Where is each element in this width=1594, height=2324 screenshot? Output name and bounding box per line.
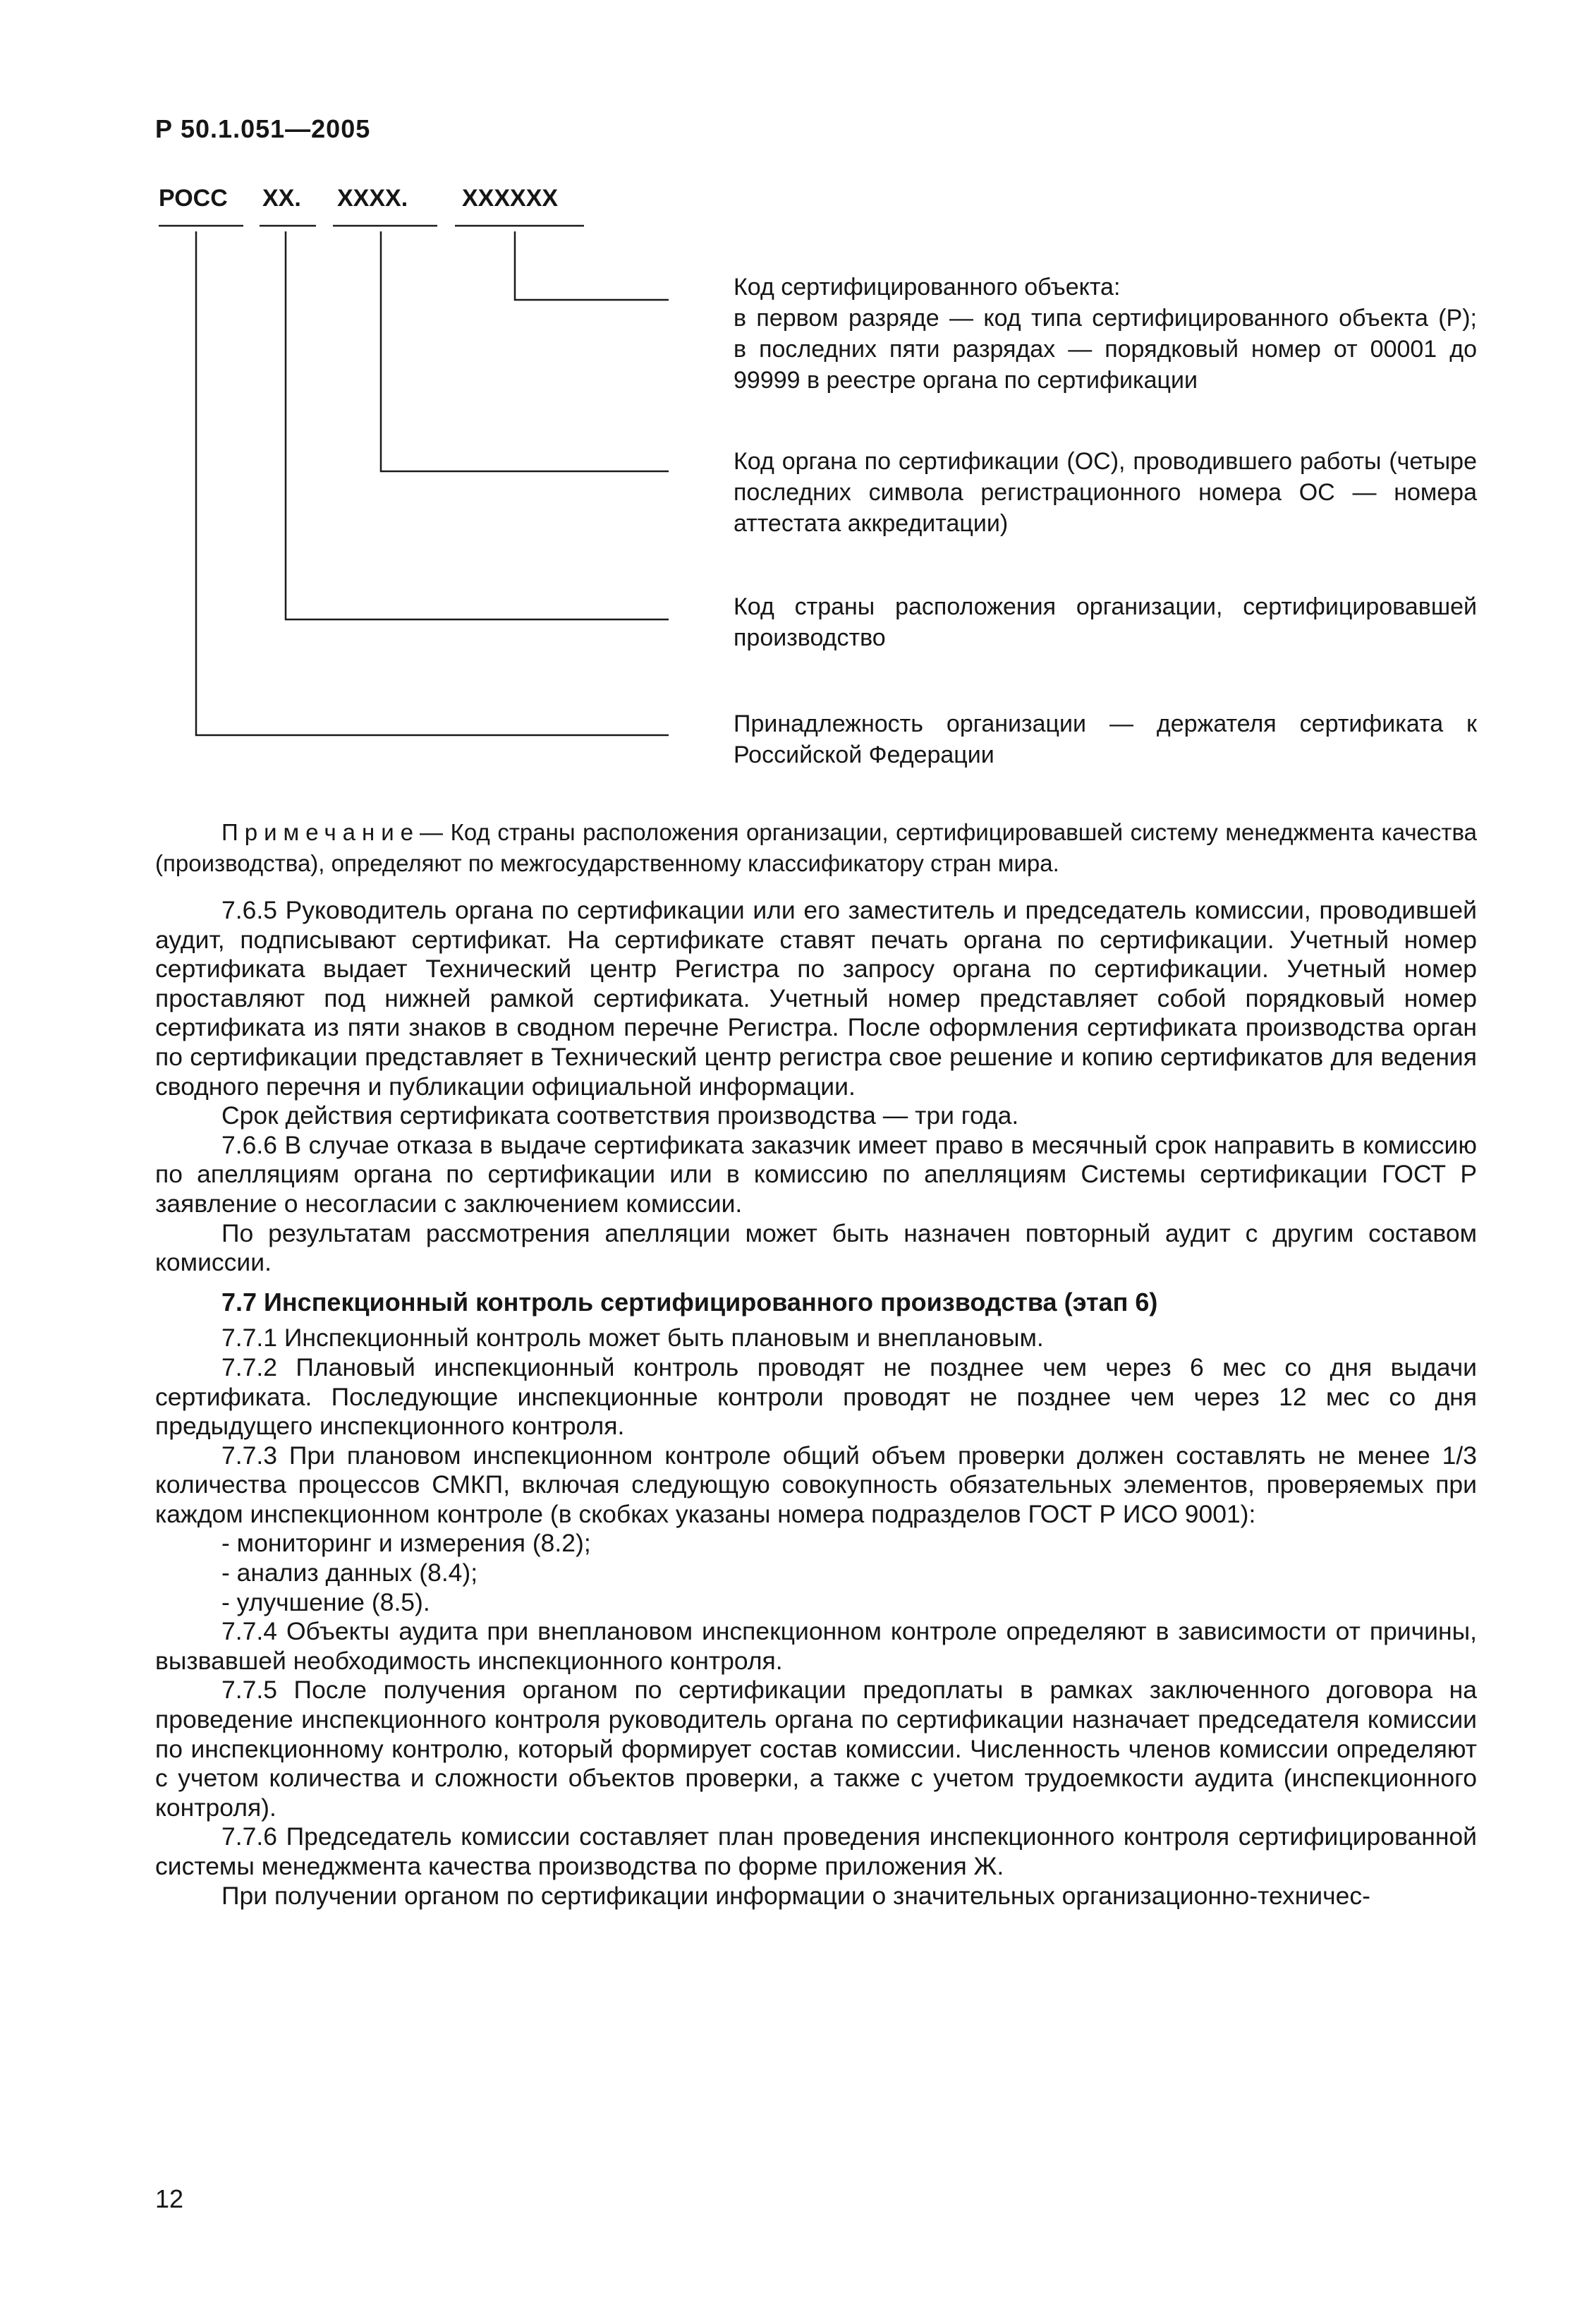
description-line: Российской Федерации bbox=[734, 742, 994, 768]
clause-7-7-5: 7.7.5 После получения органом по сертификации предоплаты в рамках заключенного договора на проведение инспекционного контроля руководитель органа по сертификации назначает председателя комиссии по инспекционному контролю, который формирует состав комиссии. Численность членов комиссии определяют с учетом количества и сложности объектов проверки, а также с учетом трудоемкости аудита (инспекционного контроля). bbox=[155, 1676, 1477, 1822]
description-body-code bbox=[734, 446, 1477, 539]
clause-7-7-3: 7.7.3 При плановом инспекционном контроле общий объем проверки должен составлять не менее 1/3 количества процессов СМКП, включая следующую совокупность обязательных элементов, проверяемых при каждом инспекционном контроле (в скобках указаны номера подразделов ГОСТ Р ИСО 9001): bbox=[155, 1441, 1477, 1528]
appeal-result: По результатам рассмотрения апелляции может быть назначен повторный аудит с другим составом комиссии. bbox=[155, 1218, 1477, 1277]
segment-country: XX. bbox=[262, 185, 301, 212]
description-line: аттестата аккредитации) bbox=[734, 510, 1009, 537]
segment-ross: РОСС bbox=[159, 185, 228, 212]
certificate-term: Срок действия сертификата соответствия производства — три года. bbox=[221, 1101, 1019, 1130]
description-line: в первом разряде — код типа сертифицированного объекта (Р); bbox=[734, 305, 1477, 332]
description-line: в последних пяти разрядах — порядковый номер от 00001 до bbox=[734, 336, 1477, 363]
description-line: Код органа по сертификации (ОС), проводившего работы (четыре bbox=[734, 448, 1477, 475]
description-line: Принадлежность организации — держателя сертификата к bbox=[734, 710, 1477, 737]
description-ross bbox=[734, 708, 1477, 770]
clause-7-7-1: 7.7.1 Инспекционный контроль может быть плановым и внеплановым. bbox=[221, 1324, 1044, 1352]
connector-ross bbox=[196, 231, 669, 735]
clause-continuation: При получении органом по сертификации информации о значительных организационно-техничес- bbox=[221, 1881, 1370, 1910]
list-item: - улучшение (8.5). bbox=[221, 1587, 430, 1616]
description-line: 99999 в реестре органа по сертификации bbox=[734, 367, 1198, 394]
document-code: Р 50.1.051—2005 bbox=[155, 114, 371, 143]
list-item: - анализ данных (8.4); bbox=[221, 1559, 478, 1587]
page-number: 12 bbox=[155, 2184, 184, 2213]
note-text: — Код страны расположения организации, сертифицировавшей систему менеджмента качества (производства), определяют по межгосударственному классификатору стран мира. bbox=[155, 819, 1477, 876]
clause-7-7-2: 7.7.2 Плановый инспекционный контроль проводят не позднее чем через 6 мес со дня выдачи сертификата. Последующие инспекционные контроли проводят не позднее чем через 12 мес со дня предыдущего инспекционного контроля. bbox=[155, 1352, 1477, 1441]
description-title: Код сертифицированного объекта: bbox=[734, 274, 1121, 301]
description-line: последних символа регистрационного номера ОС — номера bbox=[734, 479, 1477, 506]
clause-7-6-5: 7.6.5 Руководитель органа по сертификации или его заместитель и председатель комиссии, проводившей аудит, подписывают сертификат. На сертификате ставят печать органа по сертификации. Учетный номер сертификата выдает Технический центр Регистра по запросу органа по сертификации. Учетный номер проставляют под нижней рамкой сертификата. Учетный номер представляет собой порядковый номер сертификата из пяти знаков в сводном перечне Регистра. После оформления сертификата производства орган по сертификации представляет в Технический центр регистра свое решение и копию сертификатов для ведения сводного перечня и публикации официальной информации. bbox=[155, 896, 1477, 1101]
clause-7-7-4: 7.7.4 Объекты аудита при внеплановом инспекционном контроле определяют в зависимости от причины, вызвавшей необходимость инспекционного контроля. bbox=[155, 1617, 1477, 1675]
description-line: Код страны расположения организации, сертифицировавшей bbox=[734, 593, 1477, 620]
list-item: - мониторинг и измерения (8.2); bbox=[221, 1529, 591, 1558]
connector-country-code bbox=[286, 231, 669, 619]
segment-body: XXXX. bbox=[337, 185, 408, 212]
connector-body-code bbox=[381, 231, 669, 471]
clause-7-7-6: 7.7.6 Председатель комиссии составляет план проведения инспекционного контроля сертифицированной системы менеджмента качества производства по форме приложения Ж. bbox=[155, 1822, 1477, 1880]
certificate-number-diagram bbox=[0, 0, 1594, 790]
description-country-code bbox=[734, 591, 1477, 653]
clause-7-6-6: 7.6.6 В случае отказа в выдаче сертификата заказчик имеет право в месячный срок направить в комиссию по апелляциям органа по сертификации или в комиссию по апелляциям Системы сертификации ГОСТ Р заявление о несогласии с заключением комиссии. bbox=[155, 1130, 1477, 1218]
segment-object: XXXXXX bbox=[462, 185, 559, 212]
section-heading-7-7: 7.7 Инспекционный контроль сертифицированного производства (этап 6) bbox=[221, 1287, 1158, 1317]
note-label: Примечание bbox=[221, 819, 420, 845]
description-object-code bbox=[734, 272, 1477, 396]
note bbox=[155, 817, 1477, 879]
description-line: производство bbox=[734, 624, 886, 651]
connector-object-code bbox=[515, 231, 669, 300]
main-text bbox=[155, 817, 1477, 1911]
